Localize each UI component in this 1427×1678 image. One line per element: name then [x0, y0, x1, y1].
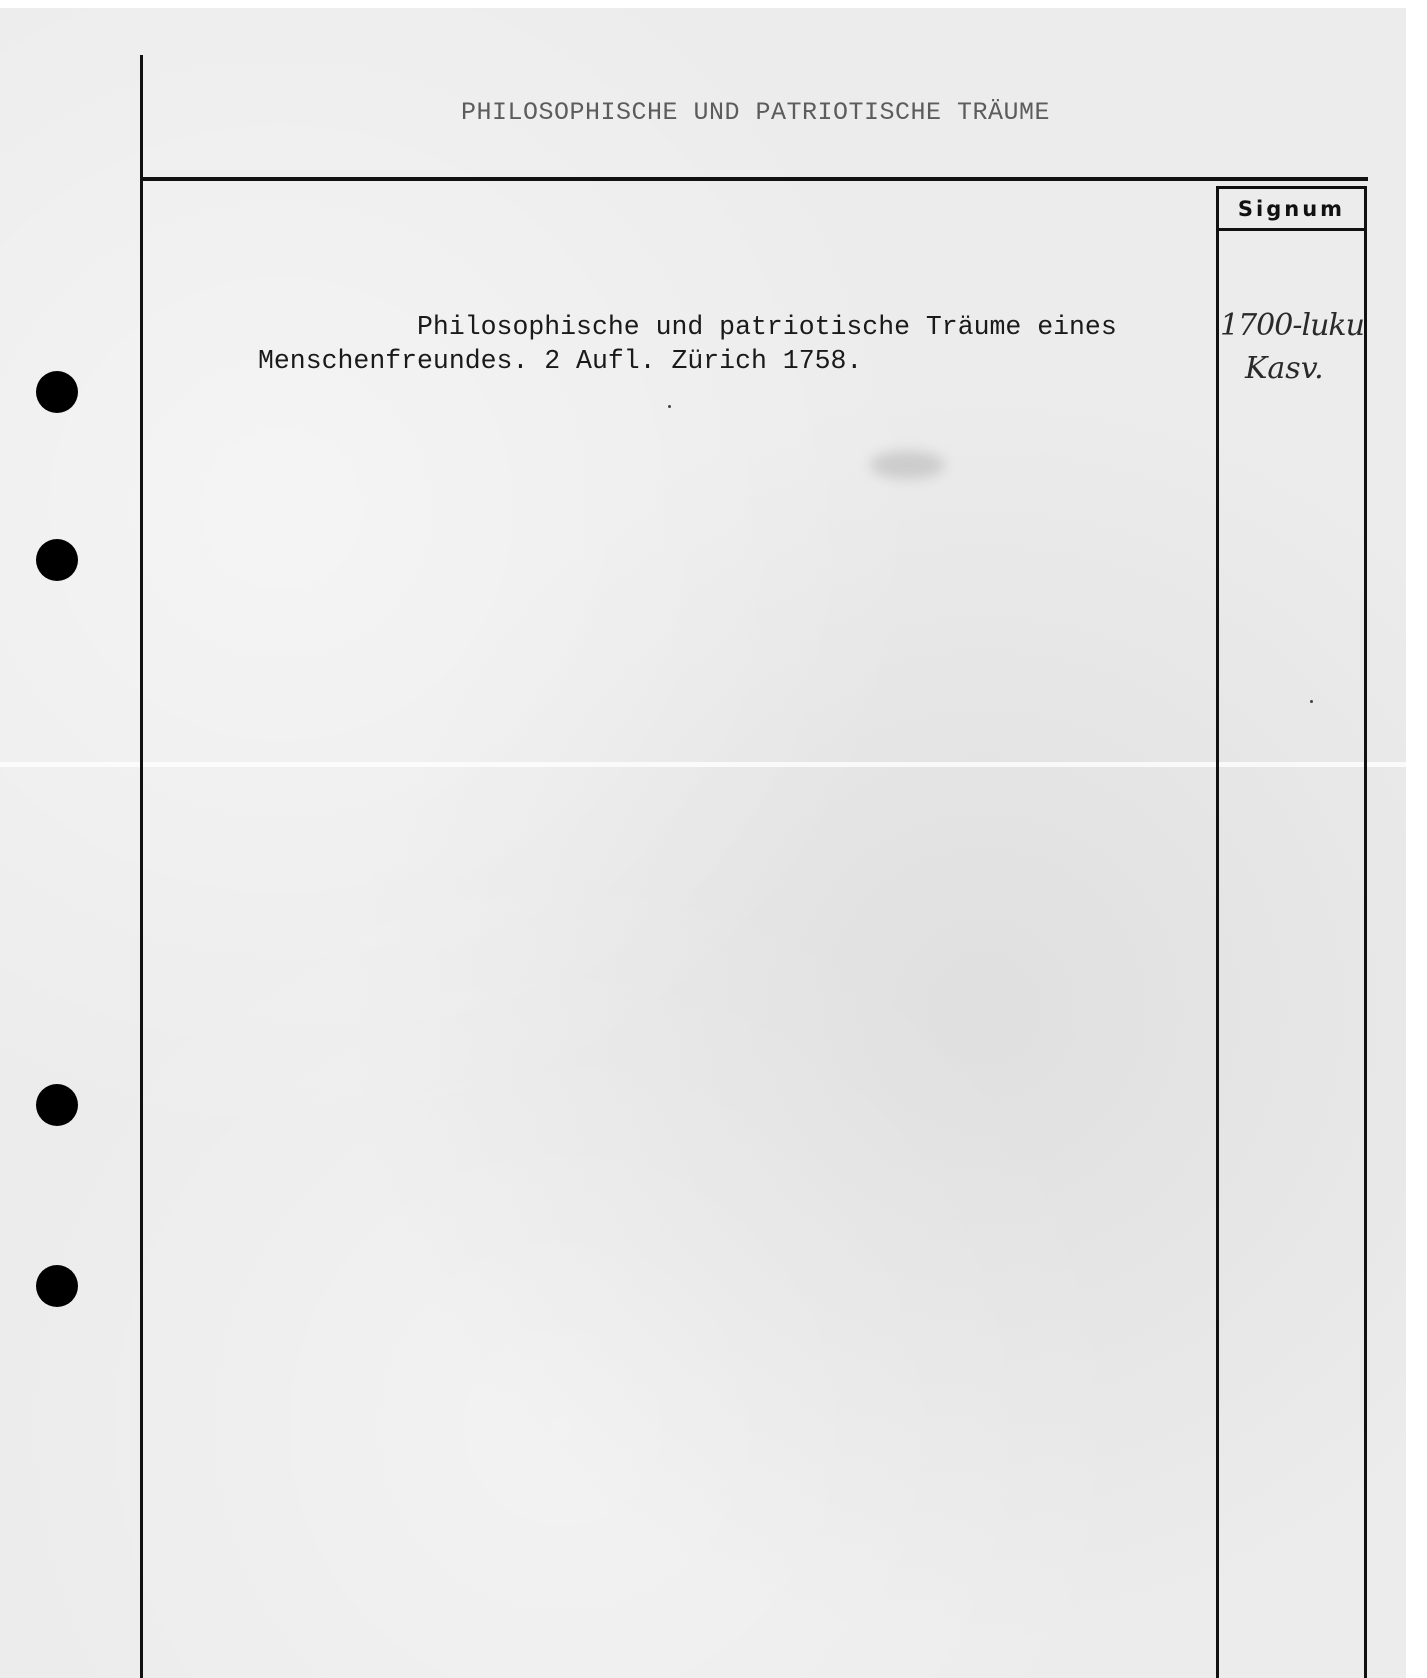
- bibliographic-entry: [258, 310, 1178, 378]
- signum-handwritten-line-2: Kasv.: [1245, 351, 1324, 386]
- left-margin-rule: [140, 55, 143, 1678]
- signum-label: Signum: [1219, 189, 1364, 231]
- signum-column: [1216, 186, 1367, 1678]
- header-rule: [143, 177, 1368, 181]
- card-header-title: PHILOSOPHISCHE UND PATRIOTISCHE TRÄUME: [460, 98, 1051, 127]
- punch-hole: [36, 371, 78, 413]
- fold-line: [0, 762, 1406, 767]
- punch-hole: [36, 539, 78, 581]
- paper-speck: [668, 405, 671, 408]
- entry-line-2: Menschenfreundes. 2 Aufl. Zürich 1758.: [258, 346, 863, 376]
- signum-handwritten-line-1: 1700-luku: [1220, 308, 1364, 343]
- entry-line-1: Philosophische und patriotische Träume eines: [258, 312, 1117, 342]
- catalog-card: [0, 8, 1406, 1678]
- punch-hole: [36, 1084, 78, 1126]
- ink-smudge: [870, 451, 945, 479]
- punch-hole: [36, 1265, 78, 1307]
